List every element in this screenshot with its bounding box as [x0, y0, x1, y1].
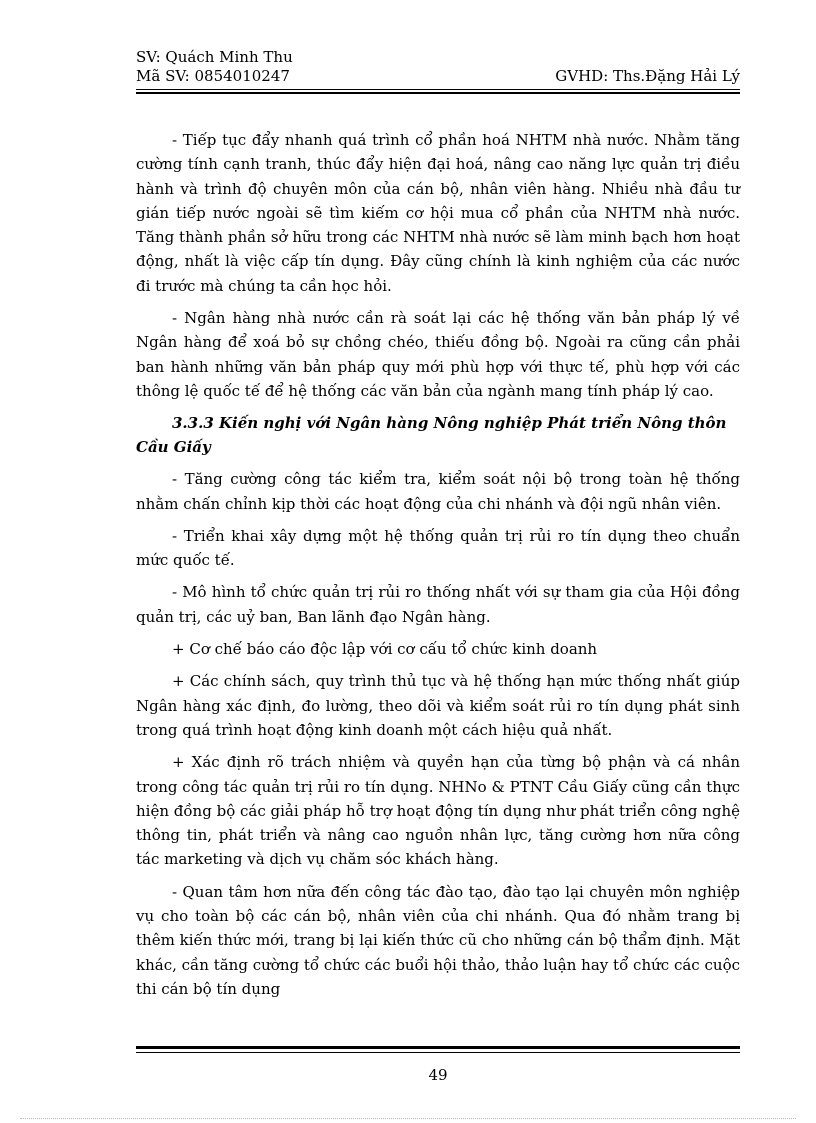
section-heading: 3.3.3 Kiến nghị với Ngân hàng Nông nghiệp Phát triển Nông thôn Cầu Giấy	[136, 414, 727, 457]
paragraph: - Mô hình tổ chức quản trị rủi ro thống nhất với sự tham gia của Hội đồng quản trị, các uỷ ban, Ban lãnh đạo Ngân hàng.	[136, 583, 740, 626]
student-id: Mã SV: 0854010247	[136, 67, 290, 85]
student-name: SV: Quách Minh Thu	[136, 48, 293, 66]
header-line-2	[136, 67, 740, 86]
paragraph: - Tiếp tục đẩy nhanh quá trình cổ phần hoá NHTM nhà nước. Nhằm tăng cường tính cạnh tranh, thúc đẩy hiện đại hoá, nâng cao năng lực quản trị điều hành và trình độ chuyên môn của cán bộ, nhân viên hàng. Nhiều nhà đầu tư gián tiếp nước ngoài sẽ tìm kiếm cơ hội mua cổ phần của NHTM nhà nước. Tăng thành phần sở hữu trong các NHTM nhà nước sẽ làm minh bạch hơn hoạt động, nhất là việc cấp tín dụng. Đây cũng chính là kinh nghiệm của các nước đi trước mà chúng ta cần học hỏi.	[136, 131, 740, 295]
paragraph: + Các chính sách, quy trình thủ tục và hệ thống hạn mức thống nhất giúp Ngân hàng xác định, đo lường, theo dõi và kiểm soát rủi ro tín dụng phát sinh trong quá trình hoạt động kinh doanh một cách hiệu quả nhất.	[136, 672, 740, 739]
paragraph: - Quan tâm hơn nữa đến công tác đào tạo, đào tạo lại chuyên môn nghiệp vụ cho toàn bộ các cán bộ, nhân viên của chi nhánh. Qua đó nhằm trang bị thêm kiến thức mới, trang bị lại kiến thức cũ cho những cán bộ thẩm định. Mặt khác, cần tăng cường tổ chức các buổi hội thảo, thảo luận hay tổ chức các cuộc thi cán bộ tín dụng	[136, 882, 740, 998]
page-number: 49	[428, 1066, 448, 1084]
paragraph: - Ngân hàng nhà nước cần rà soát lại các hệ thống văn bản pháp lý về Ngân hàng để xoá bỏ sự chồng chéo, thiếu đồng bộ. Ngoài ra cũng cần phải ban hành những văn bản pháp quy mới phù hợp với thực tế, phù hợp với các thông lệ quốc tế để hệ thống các văn bản của ngành mang tính pháp lý cao.	[136, 309, 740, 400]
paragraph: + Xác định rõ trách nhiệm và quyền hạn của từng bộ phận và cá nhân trong công tác quản trị rủi ro tín dụng. NHNo & PTNT Cầu Giấy cũng cần thực hiện đồng bộ các giải pháp hỗ trợ hoạt động tín dụng như phát triển công nghệ thông tin, phát triển và nâng cao nguồn nhân lực, tăng cường hơn nữa công tác marketing và dịch vụ chăm sóc khách hàng.	[136, 753, 740, 869]
paragraph: - Tăng cường công tác kiểm tra, kiểm soát nội bộ trong toàn hệ thống nhằm chấn chỉnh kịp thời các hoạt động của chi nhánh và đội ngũ nhân viên.	[136, 470, 740, 513]
paragraph: - Triển khai xây dựng một hệ thống quản trị rủi ro tín dụng theo chuẩn mức quốc tế.	[136, 526, 740, 570]
page-boundary	[20, 1118, 796, 1119]
footer-rule	[136, 1046, 740, 1053]
header-rule	[136, 89, 740, 94]
document-body	[136, 128, 740, 1009]
page-header	[136, 48, 740, 86]
paragraph: + Cơ chế báo cáo độc lập với cơ cấu tổ chức kinh doanh	[172, 640, 598, 659]
advisor-name: GVHD: Ths.Đặng Hải Lý	[555, 67, 740, 85]
